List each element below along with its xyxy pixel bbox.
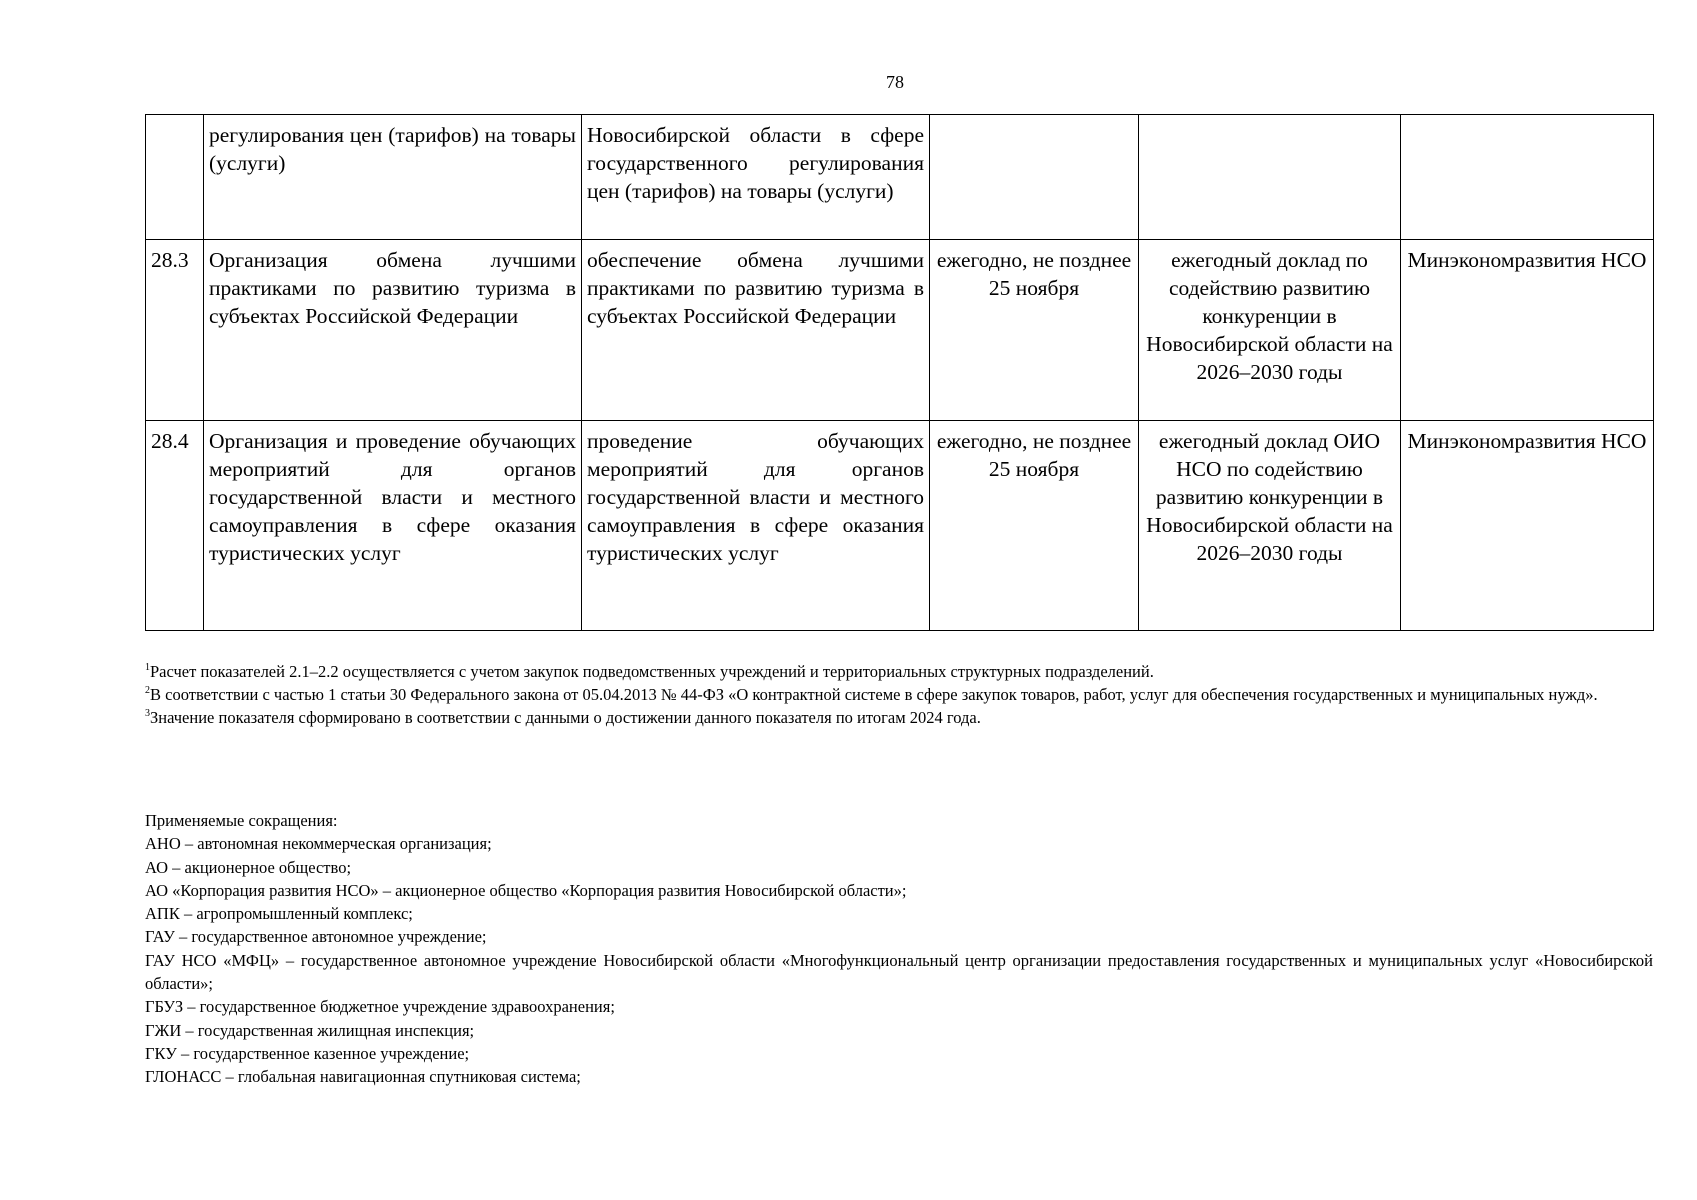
- abbreviation-item: ГБУЗ – государственное бюджетное учреждение здравоохранения;: [145, 997, 615, 1017]
- table-row: [146, 115, 1654, 240]
- event-cell: регулирования цен (тарифов) на товары (услуги): [204, 115, 582, 240]
- event-cell: Организация обмена лучшими практиками по развитию туризма в субъектах Российской Федерации: [204, 240, 582, 421]
- footnotes: [145, 660, 1653, 729]
- responsible-cell: Минэкономразвития НСО: [1401, 240, 1654, 421]
- footnote: [145, 706, 1653, 729]
- footnote: [145, 683, 1653, 706]
- footnote-text: Значение показателя сформировано в соответствии с данными о достижении данного показателя по итогам 2024 года.: [150, 708, 981, 727]
- result-cell: Новосибирской области в сфере государственного регулирования цен (тарифов) на товары (услуги): [582, 115, 930, 240]
- result-cell: проведение обучающих мероприятий для органов государственной власти и местного самоуправления в сфере оказания туристических услуг: [582, 421, 930, 631]
- footnote-mark: 2: [145, 685, 150, 696]
- row-number: [146, 115, 204, 240]
- document-cell: ежегодный доклад ОИО НСО по содействию развитию конкуренции в Новосибирской области на 2026–2030 годы: [1139, 421, 1401, 631]
- abbreviations: [145, 809, 1653, 1089]
- abbreviation-item: ГКУ – государственное казенное учреждение;: [145, 1043, 470, 1063]
- abbreviation-item: ГЛОНАСС – глобальная навигационная спутниковая система;: [145, 1067, 581, 1087]
- row-number: 28.3: [146, 240, 204, 421]
- abbreviation-item: АО «Корпорация развития НСО» – акционерное общество «Корпорация развития Новосибирской области»;: [145, 880, 907, 900]
- abbreviation-item: АНО – автономная некоммерческая организация;: [145, 834, 492, 854]
- deadline-cell: ежегодно, не позднее 25 ноября: [930, 421, 1139, 631]
- document-cell: ежегодный доклад по содействию развитию конкуренции в Новосибирской области на 2026–2030 годы: [1139, 240, 1401, 421]
- footnote-mark: 1: [145, 662, 150, 673]
- table-row: [146, 421, 1654, 631]
- footnote-mark: 3: [145, 708, 150, 719]
- row-number: 28.4: [146, 421, 204, 631]
- deadline-cell: [930, 115, 1139, 240]
- page-number: 78: [886, 72, 904, 92]
- abbreviation-item: АО – акционерное общество;: [145, 857, 352, 877]
- footnote: [145, 660, 1653, 683]
- responsible-cell: Минэкономразвития НСО: [1401, 421, 1654, 631]
- document-cell: [1139, 115, 1401, 240]
- footnote-text: В соответствии с частью 1 статьи 30 Федерального закона от 05.04.2013 № 44-ФЗ «О контрактной системе в сфере закупок товаров, работ, услуг для обеспечения государственных и муниципальных нужд».: [150, 685, 1598, 704]
- footnote-text: Расчет показателей 2.1–2.2 осуществляется с учетом закупок подведомственных учреждений и территориальных структурных подразделений.: [150, 662, 1154, 681]
- event-cell: Организация и проведение обучающих мероприятий для органов государственной власти и местного самоуправления в сфере оказания туристических услуг: [204, 421, 582, 631]
- result-cell: обеспечение обмена лучшими практиками по развитию туризма в субъектах Российской Федерации: [582, 240, 930, 421]
- measures-table: [145, 114, 1654, 631]
- deadline-cell: ежегодно, не позднее 25 ноября: [930, 240, 1139, 421]
- abbreviation-item: ГАУ – государственное автономное учреждение;: [145, 927, 487, 947]
- abbreviations-heading: Применяемые сокращения:: [145, 811, 338, 830]
- abbreviation-item: ГЖИ – государственная жилищная инспекция;: [145, 1020, 475, 1040]
- table-row: [146, 240, 1654, 421]
- abbreviation-item: ГАУ НСО «МФЦ» – государственное автономное учреждение Новосибирской области «Многофункциональный центр организации предоставления государственных и муниципальных услуг «Новосибирской области»;: [145, 950, 1653, 994]
- responsible-cell: [1401, 115, 1654, 240]
- abbreviation-item: АПК – агропромышленный комплекс;: [145, 904, 413, 924]
